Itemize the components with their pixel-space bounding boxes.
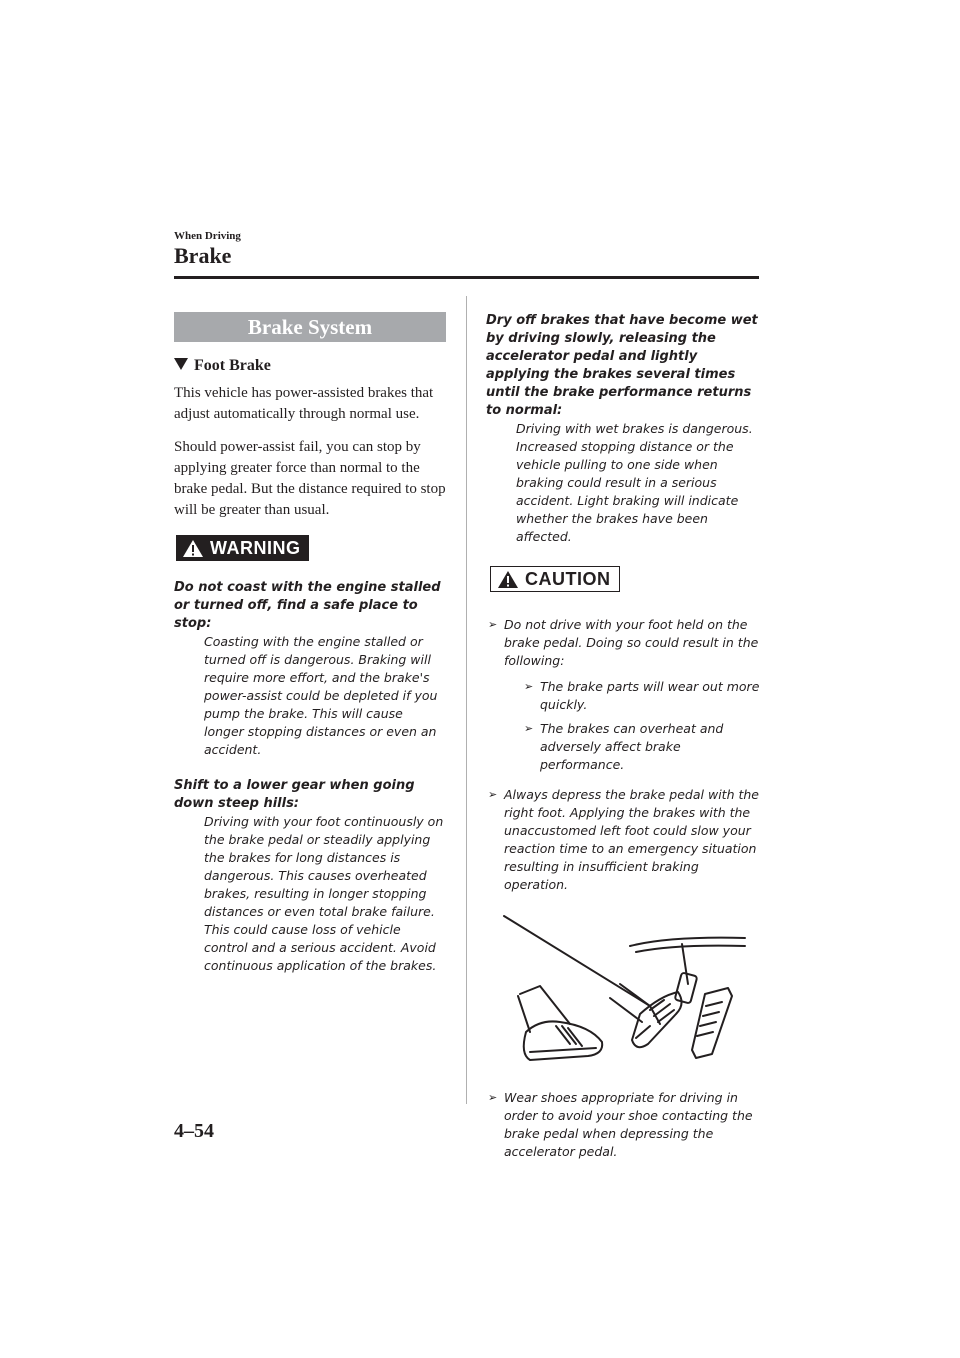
sub-list bbox=[522, 678, 761, 774]
caution-wrap bbox=[490, 566, 761, 594]
right-column bbox=[486, 312, 761, 1173]
warning-label bbox=[176, 535, 309, 561]
sub-list-item bbox=[522, 678, 761, 714]
subheading bbox=[174, 357, 446, 375]
warning-item-title: Shift to a lower gear when going down steep hills: bbox=[174, 777, 415, 811]
section-label: When Driving bbox=[174, 230, 241, 242]
warning-text: WARNING bbox=[210, 537, 301, 558]
triangle-down-icon bbox=[174, 358, 188, 370]
bullet-arrow-icon: ➢ bbox=[488, 1090, 498, 1104]
caution-list bbox=[486, 616, 761, 1161]
feet-on-pedals-illustration bbox=[500, 914, 750, 1074]
subheading-text: Foot Brake bbox=[194, 357, 271, 374]
bullet-arrow-icon: ➢ bbox=[488, 787, 498, 801]
paragraph: Should power-assist fail, you can stop by applying greater force than normal to the brake pedal. But the distance required to stop will be greater than usual. bbox=[174, 439, 446, 518]
warning-item bbox=[174, 579, 446, 759]
caution-text: CAUTION bbox=[525, 568, 611, 589]
warning-item-body: Driving with wet brakes is dangerous. Increased stopping distance or the vehicle pulling to one side when braking could result in a serious accident. Light braking will indicate whether the brakes have been affected. bbox=[516, 421, 753, 544]
section-band: Brake System bbox=[174, 312, 446, 342]
warning-item-body: Driving with your foot continuously on the brake pedal or steadily applying the brakes for long distances is dangerous. This causes overheated brakes, resulting in longer stopping distances or even total brake failure. This could cause loss of vehicle control and a serious accident. Avoid continuous application of the brakes. bbox=[204, 813, 444, 973]
page-number: 4–54 bbox=[174, 1120, 214, 1142]
bullet-arrow-icon: ➢ bbox=[488, 617, 498, 631]
list-item-text: Always depress the brake pedal with the right foot. Applying the brakes with the unaccustomed left foot could slow your reaction time to an emergency situation resulting in insufficient braking operation. bbox=[504, 786, 759, 892]
page-title: Brake bbox=[174, 243, 232, 268]
pedal-illustration bbox=[500, 914, 761, 1079]
header-rule bbox=[174, 276, 759, 279]
list-item bbox=[486, 786, 761, 894]
bullet-arrow-icon: ➢ bbox=[524, 721, 534, 735]
left-column bbox=[174, 312, 446, 975]
warning-item-title: Do not coast with the engine stalled or turned off, find a safe place to stop: bbox=[174, 579, 441, 631]
warning-item bbox=[486, 312, 761, 546]
bullet-arrow-icon: ➢ bbox=[524, 679, 534, 693]
warning-item bbox=[174, 777, 446, 975]
list-item bbox=[486, 616, 761, 774]
warning-item-title: Dry off brakes that have become wet by driving slowly, releasing the accelerator pedal and lightly applying the brakes several times until the brake performance returns to normal: bbox=[486, 313, 758, 418]
warning-triangle-icon bbox=[497, 570, 519, 589]
list-item bbox=[486, 1089, 761, 1161]
sub-list-item-text: The brakes can overheat and adversely affect brake performance. bbox=[540, 720, 724, 772]
caution-label bbox=[490, 566, 620, 592]
column-divider bbox=[466, 296, 467, 1104]
sub-list-item-text: The brake parts will wear out more quickly. bbox=[540, 678, 760, 712]
sub-list-item bbox=[522, 720, 761, 774]
warning-item-body: Coasting with the engine stalled or turned off is dangerous. Braking will require more effort, and the brake's power-assist could be depleted if you pump the brake. This will cause longer stopping distances or even an accident. bbox=[204, 633, 438, 757]
list-item-text: Wear shoes appropriate for driving in order to avoid your shoe contacting the brake pedal when depressing the accelerator pedal. bbox=[504, 1089, 753, 1159]
list-item-text: Do not drive with your foot held on the brake pedal. Doing so could result in the following: bbox=[504, 616, 759, 668]
warning-triangle-icon bbox=[182, 539, 204, 558]
paragraph: This vehicle has power-assisted brakes that adjust automatically through normal use. bbox=[174, 385, 434, 422]
